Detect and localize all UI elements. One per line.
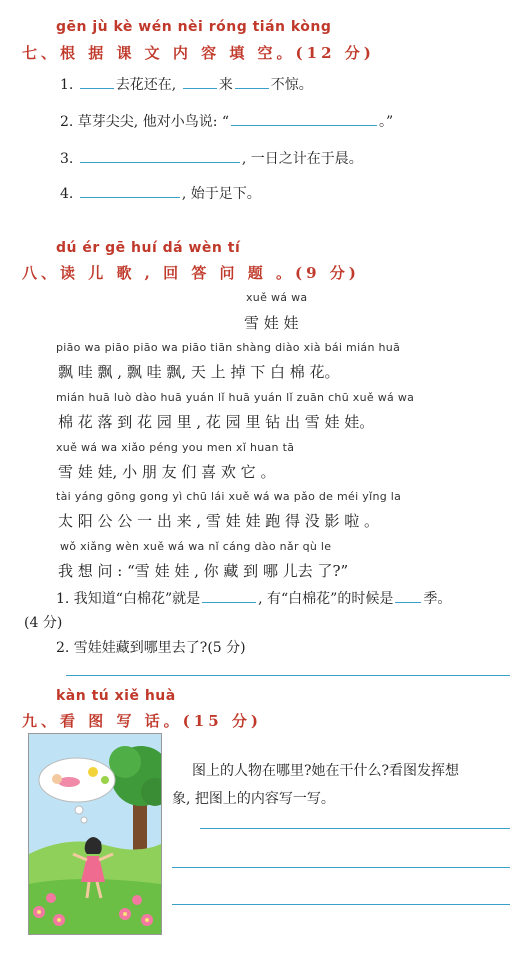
q-number: 4. <box>60 186 74 202</box>
poem-line: 雪 娃 娃, 小 朋 友 们 喜 欢 它 。 <box>58 463 276 481</box>
question-7-1 <box>60 74 313 94</box>
poem-line-pinyin: mián huā luò dào huā yuán lǐ huā yuán lǐ zuān chū xuě wá wa <box>56 391 415 404</box>
writing-prompt-line2: 象, 把图上的内容写一写。 <box>172 791 335 807</box>
answer-blank[interactable] <box>80 87 114 89</box>
illustration-girl-in-meadow <box>28 733 162 935</box>
question-8-1-score: (4 分) <box>24 615 63 631</box>
answer-line[interactable] <box>172 867 510 868</box>
q-text: 季。 <box>423 591 452 607</box>
poem-title-pinyin: xuě wá wa <box>246 291 308 304</box>
section9-pinyin: kàn tú xiě huà <box>56 688 176 704</box>
answer-blank[interactable] <box>80 196 180 198</box>
answer-blank[interactable] <box>231 124 377 126</box>
answer-line[interactable] <box>172 904 510 905</box>
q-text: , 有“白棉花”的时候是 <box>258 591 394 607</box>
answer-blank[interactable] <box>235 87 269 89</box>
q-text: 不惊。 <box>270 77 313 93</box>
answer-blank[interactable] <box>80 161 240 163</box>
poem-line-pinyin: tài yáng gōng gong yì chū lái xuě wá wa pǎo de méi yǐng la <box>56 490 402 503</box>
section9-title: 九、看 图 写 话。(15 分) <box>22 712 262 730</box>
answer-blank[interactable] <box>395 601 421 603</box>
answer-blank[interactable] <box>202 601 256 603</box>
question-7-3 <box>60 148 363 168</box>
q-number: 3. <box>60 151 74 167</box>
poem-line-pinyin: wǒ xiǎng wèn xuě wá wa nǐ cáng dào nǎr qù le <box>60 540 332 553</box>
question-7-4 <box>60 183 261 203</box>
answer-line[interactable] <box>66 675 510 676</box>
question-8-2: 2. 雪娃娃藏到哪里去了?(5 分) <box>56 640 246 656</box>
poem-line-pinyin: piāo wa piāo piāo wa piāo tiān shàng diào xià bái mián huā <box>56 341 401 354</box>
section8-title: 八、读 儿 歌 , 回 答 问 题 。(9 分) <box>22 264 360 282</box>
question-7-2 <box>60 111 393 131</box>
q-text: 。” <box>379 114 394 130</box>
poem-line: 太 阳 公 公 一 出 来 , 雪 娃 娃 跑 得 没 影 啦 。 <box>58 512 380 530</box>
poem-line-pinyin: xuě wá wa xiǎo péng you men xǐ huan tā <box>56 441 295 454</box>
section8-pinyin: dú ér gē huí dá wèn tí <box>56 240 241 256</box>
q-text: 1. 我知道“白棉花”就是 <box>56 591 201 607</box>
writing-prompt-line1: 图上的人物在哪里?她在干什么?看图发挥想 <box>192 763 460 779</box>
q-text: , 始于足下。 <box>181 186 261 202</box>
q-text: 来 <box>218 77 233 93</box>
poem-line: 我 想 问 : “雪 娃 娃 , 你 藏 到 哪 儿去 了?” <box>58 562 349 580</box>
q-text: , 一日之计在于晨。 <box>241 151 363 167</box>
q-number: 1. <box>60 77 74 93</box>
question-8-1 <box>56 588 451 608</box>
section7-pinyin: gēn jù kè wén nèi róng tián kòng <box>56 19 332 35</box>
q-text: 2. 草芽尖尖, 他对小鸟说: “ <box>60 114 230 130</box>
answer-line[interactable] <box>200 828 510 829</box>
answer-blank[interactable] <box>183 87 217 89</box>
section7-title: 七、根 据 课 文 内 容 填 空。(12 分) <box>22 44 375 62</box>
poem-line: 棉 花 落 到 花 园 里 , 花 园 里 钻 出 雪 娃 娃。 <box>58 413 375 431</box>
poem-line: 飘 哇 飘 , 飘 哇 飘, 天 上 掉 下 白 棉 花。 <box>58 363 340 381</box>
poem-title: 雪 娃 娃 <box>244 314 299 332</box>
q-text: 去花还在, <box>115 77 177 93</box>
